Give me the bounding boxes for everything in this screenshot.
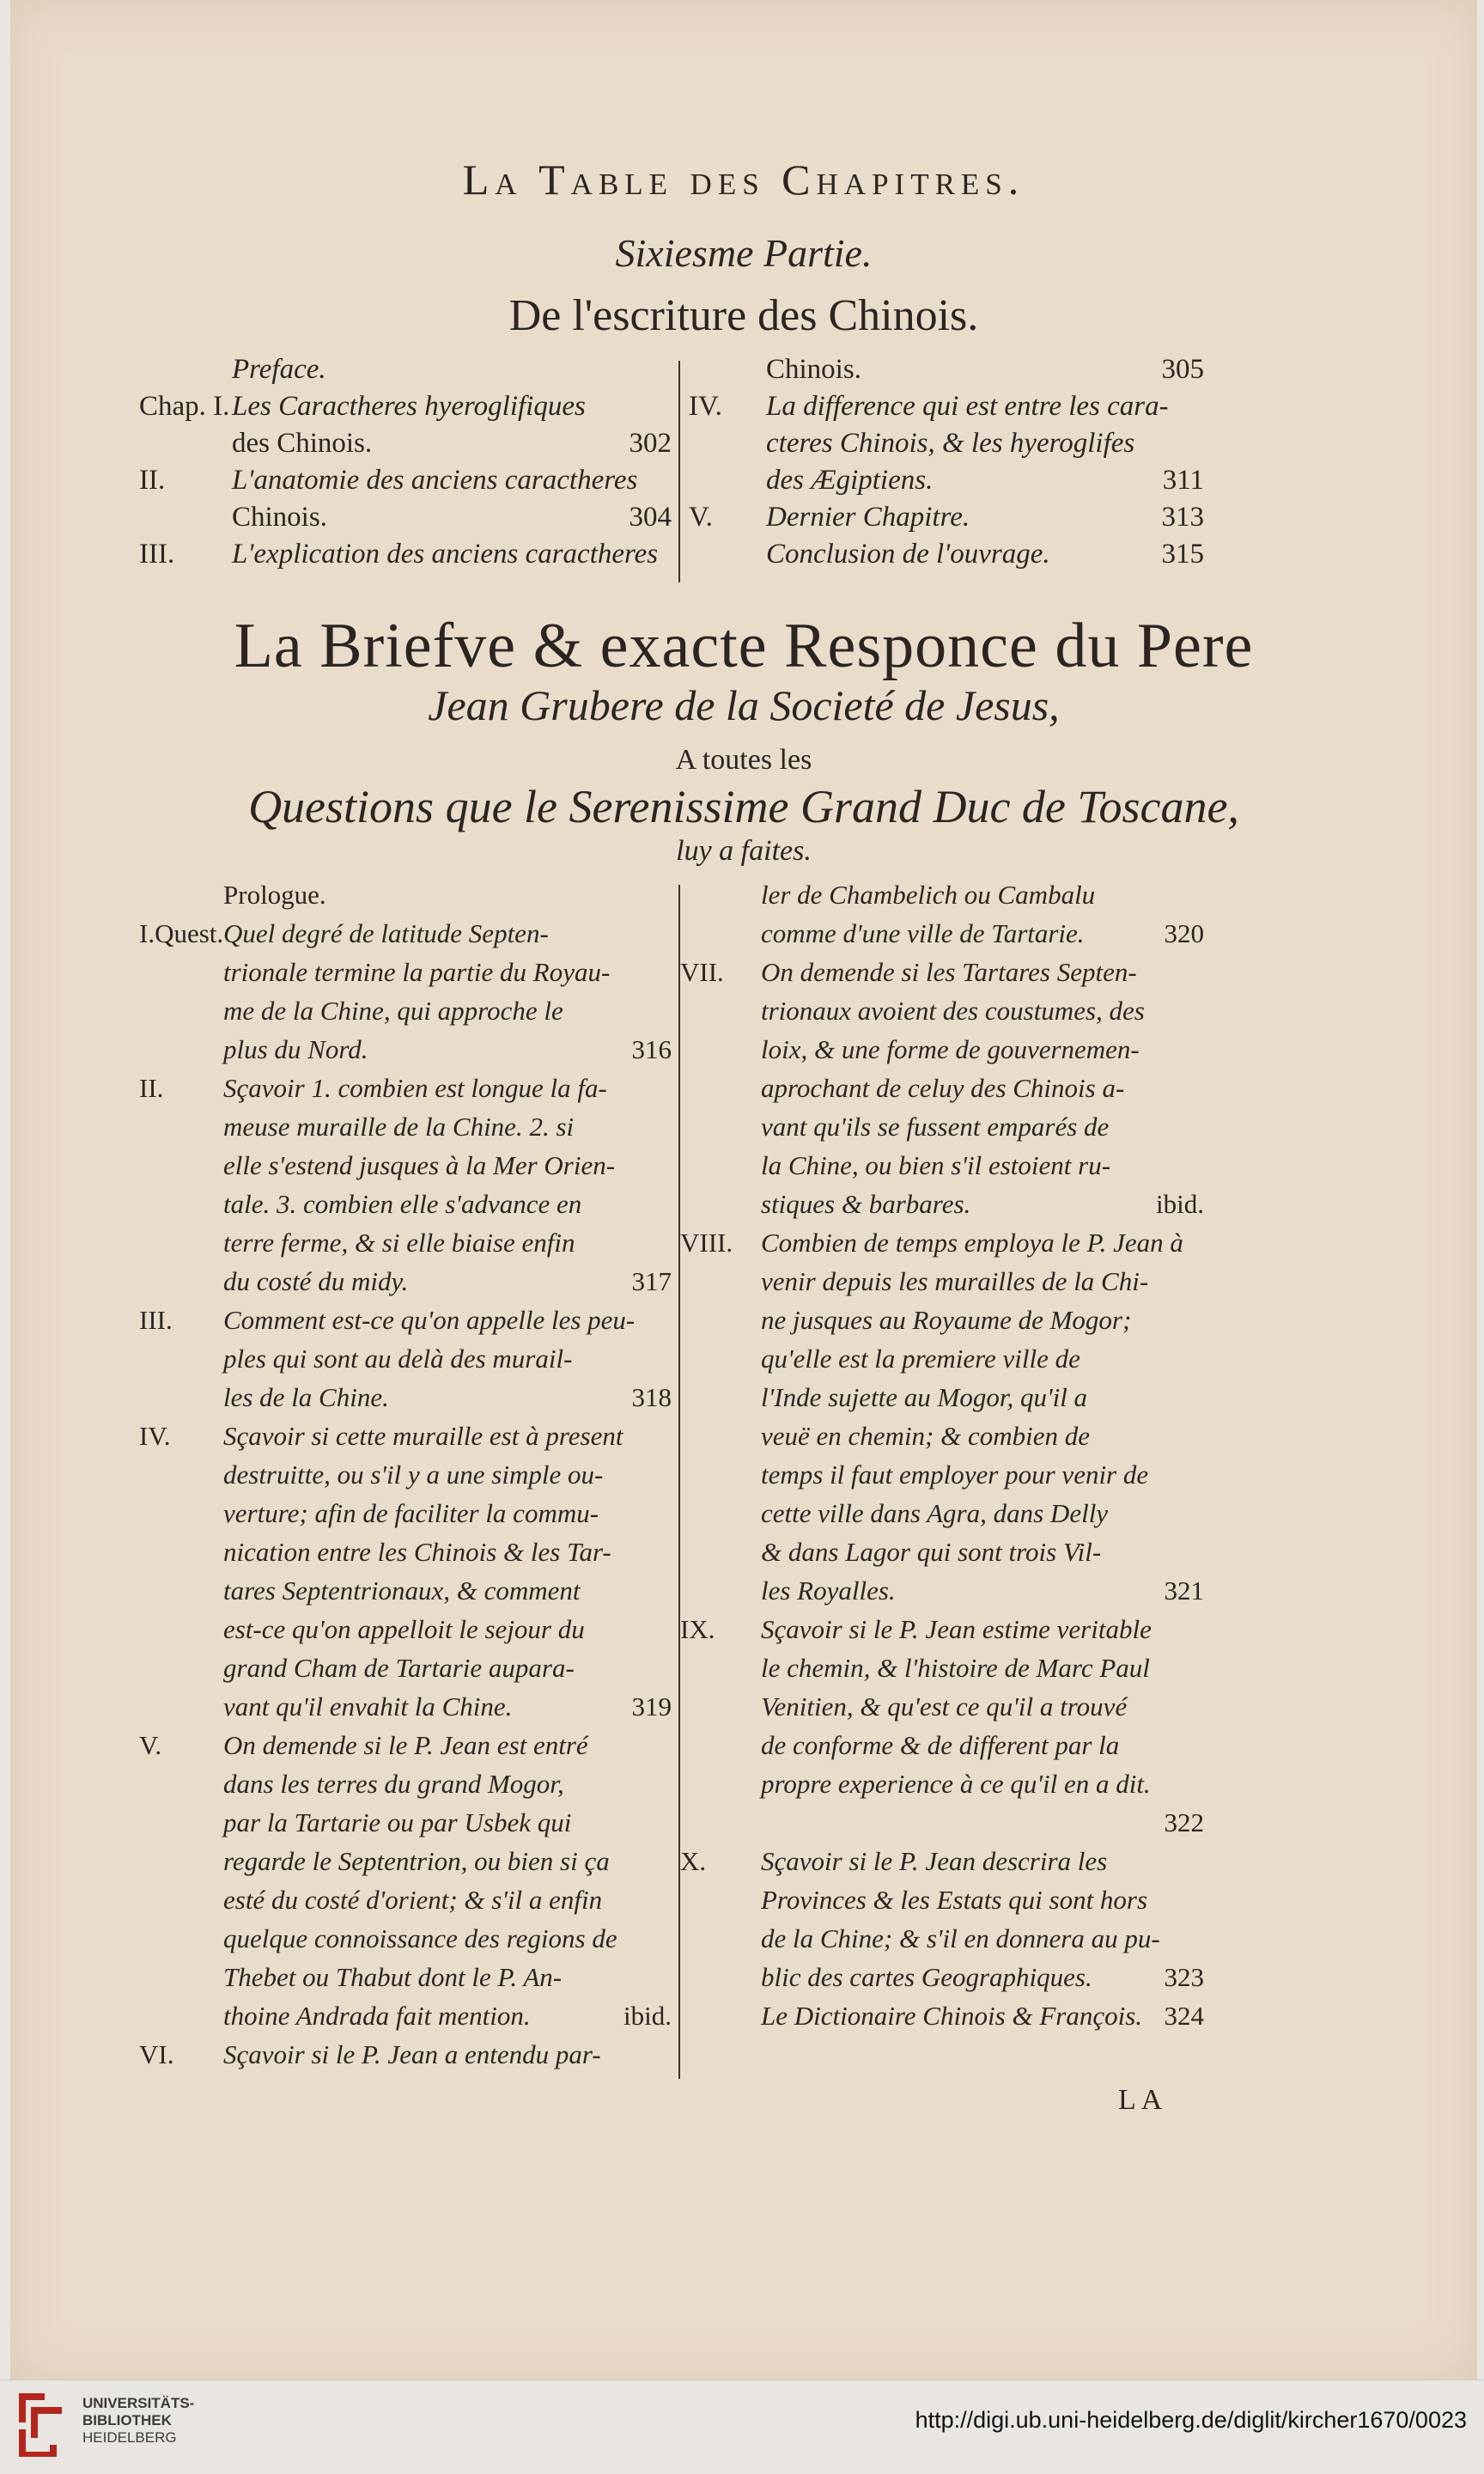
toc-entry-text: On demende si les Tartares Septen- [761,957,1137,987]
logo-line-3: HEIDELBERG [82,2429,177,2446]
toc-entry-text: dans les terres du grand Mogor, [223,1769,564,1799]
toc-entry-number: VII. [680,957,724,987]
toc-entry-text: cette ville dans Agra, dans Delly [761,1498,1109,1528]
toc-entry-text: tares Septentrionaux, & comment [223,1575,581,1606]
logo-line-1: UNIVERSITÄTS- [82,2395,195,2411]
toc-entry-text: Les Caractheres hyeroglifiques [232,391,586,422]
toc-entry-line [680,1344,1204,1382]
toc-entry-line [139,1575,672,1614]
toc-entry-line [139,1537,672,1575]
toc-entry-line [139,1846,672,1885]
toc-entry-line [139,1034,672,1073]
toc-entry-line [680,1266,1204,1305]
toc-entry-page-number: 324 [1164,2001,1204,2031]
toc-entry-line [680,918,1204,957]
toc-entry-text: comme d'une ville de Tartarie. [761,918,1085,948]
toc-entry-number: IX. [680,1614,715,1644]
toc-entry-line [139,1228,672,1266]
toc-entry-line [680,1034,1204,1073]
toc-entry-text: meuse muraille de la Chine. 2. si [223,1112,575,1142]
toc-entry-text: Chinois. [232,502,327,533]
toc-entry-line [139,1073,672,1112]
toc-entry-line [680,996,1204,1034]
toc-entry-text: vant qu'il envahit la Chine. [223,1691,513,1721]
toc-entry-page-number: 315 [1161,539,1204,570]
toc-entry-line [680,1073,1204,1112]
toc-entry-line [139,2039,672,2078]
toc-entry-text: Le Dictionaire Chinois & François. [761,2001,1143,2031]
toc-entry-line [680,1112,1204,1150]
toc-entry-page-number: 319 [631,1691,672,1721]
main-subtitle-faites: luy a faites. [676,835,812,867]
toc-entry-line [680,880,1204,918]
toc-entry-text: des Ægiptiens. [766,465,934,496]
toc-entry-text: Comment est-ce qu'on appelle les peu- [223,1305,636,1335]
part-subtitle: De l'escriture des Chinois. [508,291,979,340]
toc-entry-text: de conforme & de different par la [761,1730,1120,1760]
toc-entry-line [680,1498,1204,1537]
toc-entry-line [139,465,672,502]
toc-entry-number: X. [680,1846,707,1876]
main-subtitle-to: A toutes les [675,744,812,776]
toc-entry-page-number: 304 [629,502,672,533]
toc-entry-text: tale. 3. combien elle s'advance en [223,1189,582,1219]
toc-entry-page-number: 318 [631,1382,672,1412]
toc-entry-text: l'Inde sujette au Mogor, qu'il a [761,1382,1088,1412]
toc-entry-line [139,880,672,918]
toc-entry-text: quelque connoissance des regions de [223,1923,617,1953]
toc-entry-text: par la Tartarie ou par Usbek qui [223,1807,572,1837]
toc-entry-text: Conclusion de l'ouvrage. [766,539,1050,570]
toc-entry-page-number: 322 [1164,1807,1204,1837]
toc-entry-text: trionale termine la partie du Royau- [223,957,611,987]
toc-entry-line [139,1691,672,1730]
toc-entry-line [689,391,1204,428]
toc-entry-text: me de la Chine, qui approche le [223,996,563,1026]
toc-entry-page-number: ibid. [623,2001,672,2031]
toc-entry-line [139,1730,672,1769]
toc-entry-line [139,1150,672,1189]
library-logo-icon [15,2388,65,2457]
toc-entry-text: & dans Lagor qui sont trois Vil- [761,1537,1102,1567]
toc-entry-number: V. [689,502,713,533]
toc-entry-text: Quel degré de latitude Septen- [223,918,549,948]
toc-entry-line [139,1382,672,1421]
toc-entry-line [689,354,1204,391]
scanned-page [10,0,1477,2380]
toc-entry-text: les Royalles. [761,1575,896,1606]
toc-entry-text: Preface. [232,354,326,385]
toc-entry-text: de la Chine; & s'il en donnera au pu- [761,1923,1160,1953]
toc-entry-line [139,1305,672,1344]
toc-entry-number: V. [139,1730,162,1760]
toc-entry-page-number: 316 [631,1034,672,1064]
toc-entry-line [680,1575,1204,1614]
toc-entry-number: II. [139,1073,164,1103]
toc-entry-text: grand Cham de Tartarie aupara- [223,1653,575,1683]
page-url-link[interactable]: http://digi.ub.uni-heidelberg.de/diglit/kircher1670/0023 [915,2407,1467,2433]
toc-entry-text: regarde le Septentrion, ou bien si ça [223,1846,610,1876]
toc-part6-divider [678,361,680,582]
toc-entry-line [680,1421,1204,1459]
toc-entry-text: loix, & une forme de gouvernemen- [761,1034,1140,1064]
toc-entry-line [139,1459,672,1498]
toc-entry-page-number: 311 [1162,465,1204,496]
toc-entry-line [680,1769,1204,1807]
toc-entry-text: vant qu'ils se fussent emparés de [761,1112,1110,1142]
toc-entry-line [139,1885,672,1923]
catchword: LA [1118,2084,1168,2116]
toc-entry-page-number: ibid. [1156,1189,1204,1219]
toc-entry-text: esté du costé d'orient; & s'il a enfin [223,1885,603,1915]
toc-entry-number: VI. [139,2039,174,2069]
toc-entry-text: temps il faut employer pour venir de [761,1459,1149,1490]
toc-entry-text: aprochant de celuy des Chinois a- [761,1073,1125,1103]
toc-entry-page-number: 323 [1164,1962,1204,1992]
toc-entry-text: Venitien, & qu'est ce qu'il a trouvé [761,1691,1128,1721]
toc-entry-line [139,1266,672,1305]
toc-entry-number: III. [139,1305,173,1335]
toc-entry-text: du costé du midy. [223,1266,409,1296]
toc-entry-number: Chap. I. [139,391,230,422]
toc-entry-text: Thebet ou Thabut dont le P. An- [223,1962,563,1992]
toc-entry-text: La difference qui est entre les cara- [766,391,1169,422]
toc-entry-text: elle s'estend jusques à la Mer Orien- [223,1150,616,1180]
toc-entry-line [680,1382,1204,1421]
toc-entry-text: propre experience à ce qu'il en a dit. [761,1769,1151,1799]
toc-entry-text: Sçavoir si le P. Jean descrira les [761,1846,1108,1876]
toc-entry-text: cteres Chinois, & les hyeroglifes [766,428,1135,459]
toc-entry-line [680,1150,1204,1189]
toc-entry-line [139,1807,672,1846]
toc-entry-line [680,1305,1204,1344]
toc-entry-page-number: 302 [629,428,672,459]
toc-entry-text: nication entre les Chinois & les Tar- [223,1537,611,1567]
toc-entry-text: blic des cartes Geographiques. [761,1962,1092,1992]
toc-entry-page-number: 321 [1164,1575,1204,1606]
toc-entry-text: venir depuis les murailles de la Chi- [761,1266,1149,1296]
toc-entry-line [680,1807,1204,1846]
toc-entry-line [139,918,672,957]
toc-entry-line [139,1614,672,1653]
toc-entry-line [680,1691,1204,1730]
toc-entry-text: plus du Nord. [223,1034,368,1064]
toc-entry-line [680,1189,1204,1228]
toc-entry-line [689,539,1204,576]
toc-entry-text: ler de Chambelich ou Cambalu [761,880,1096,910]
toc-entry-line [139,428,672,465]
running-head: La Table des Chapitres. [462,155,1025,204]
toc-entry-line [680,1923,1204,1962]
toc-entry-line [139,354,672,391]
toc-entry-text: stiques & barbares. [761,1189,971,1219]
toc-entry-line [680,2001,1204,2039]
toc-entry-text: veuë en chemin; & combien de [761,1421,1091,1451]
toc-entry-line [689,465,1204,502]
main-title: La Briefve & exacte Responce du Pere [234,611,1254,681]
toc-entry-line [139,1498,672,1537]
toc-entry-text: des Chinois. [232,428,373,459]
toc-entry-text: verture; afin de faciliter la commu- [223,1498,599,1528]
toc-entry-number: IV. [689,391,722,422]
toc-entry-line [689,428,1204,465]
toc-entry-page-number: 320 [1164,918,1204,948]
toc-entry-number: VIII. [680,1228,733,1258]
toc-entry-line [139,996,672,1034]
toc-entry-line [139,1421,672,1459]
toc-entry-text: est-ce qu'on appelloit le sejour du [223,1614,585,1644]
toc-entry-text: Prologue. [223,880,326,910]
toc-entry-text: Provinces & les Estats qui sont hors [761,1885,1148,1915]
toc-entry-line [139,391,672,428]
toc-entry-line [139,502,672,539]
toc-entry-text: On demende si le P. Jean est entré [223,1730,588,1760]
toc-entry-line [680,1885,1204,1923]
toc-entry-line [689,502,1204,539]
toc-entry-text: ne jusques au Royaume de Mogor; [761,1305,1132,1335]
toc-entry-line [680,1537,1204,1575]
toc-entry-text: Sçavoir 1. combien est longue la fa- [223,1073,607,1103]
toc-entry-text: le chemin, & l'histoire de Marc Paul [761,1653,1150,1683]
toc-entry-text: destruitte, ou s'il y a une simple ou- [223,1459,604,1490]
toc-entry-text: ples qui sont au delà des murail- [223,1344,573,1374]
toc-entry-text: la Chine, ou bien s'il estoient ru- [761,1150,1111,1180]
toc-entry-page-number: 313 [1161,502,1204,533]
toc-entry-text: Sçavoir si le P. Jean estime veritable [761,1614,1152,1644]
toc-entry-line [680,1653,1204,1691]
toc-entry-text: qu'elle est la premiere ville de [761,1344,1080,1374]
toc-entry-line [139,539,672,576]
page-content [10,0,1477,2380]
toc-entry-line [139,1653,672,1691]
toc-entry-line [139,1923,672,1962]
toc-entry-text: les de la Chine. [223,1382,389,1412]
toc-entry-number: IV. [139,1421,171,1451]
main-subtitle-questions: Questions que le Serenissime Grand Duc de Toscane, [248,781,1239,832]
toc-entry-line [139,1769,672,1807]
toc-entry-text: L'explication des anciens caractheres [232,539,659,570]
toc-entry-text: Combien de temps employa le P. Jean à [761,1228,1183,1258]
toc-entry-text: thoine Andrada fait mention. [223,2001,531,2031]
toc-entry-text: Chinois. [766,354,861,385]
part-title: Sixiesme Partie. [615,231,873,275]
toc-entry-line [139,1962,672,2001]
toc-entry-page-number: 317 [631,1266,672,1296]
logo-line-2: BIBLIOTHEK [82,2412,172,2428]
main-subtitle-author: Jean Grubere de la Societé de Jesus, [428,681,1060,729]
toc-entry-page-number: 305 [1161,354,1204,385]
toc-entry-text: Dernier Chapitre. [766,502,970,533]
toc-entry-line [139,957,672,996]
toc-entry-number: II. [139,465,166,496]
toc-entry-line [680,1962,1204,2001]
toc-entry-line [680,1846,1204,1885]
toc-entry-text: L'anatomie des anciens caractheres [232,465,638,496]
toc-entry-number: III. [139,539,175,570]
toc-entry-number: I.Quest. [139,918,224,948]
toc-entry-text: Sçavoir si le P. Jean a entendu par- [223,2039,601,2069]
toc-entry-text: terre ferme, & si elle biaise enfin [223,1228,575,1258]
toc-entry-text: Sçavoir si cette muraille est à present [223,1421,623,1451]
toc-entry-line [139,1189,672,1228]
toc-entry-line [680,1228,1204,1266]
toc-entry-line [139,1112,672,1150]
toc-entry-line [680,1459,1204,1498]
toc-entry-line [680,957,1204,996]
toc-entry-line [680,1614,1204,1653]
toc-entry-line [139,1344,672,1382]
toc-entry-line [139,2001,672,2039]
toc-entry-line [680,1730,1204,1769]
toc-entry-text: trionaux avoient des coustumes, des [761,996,1145,1026]
